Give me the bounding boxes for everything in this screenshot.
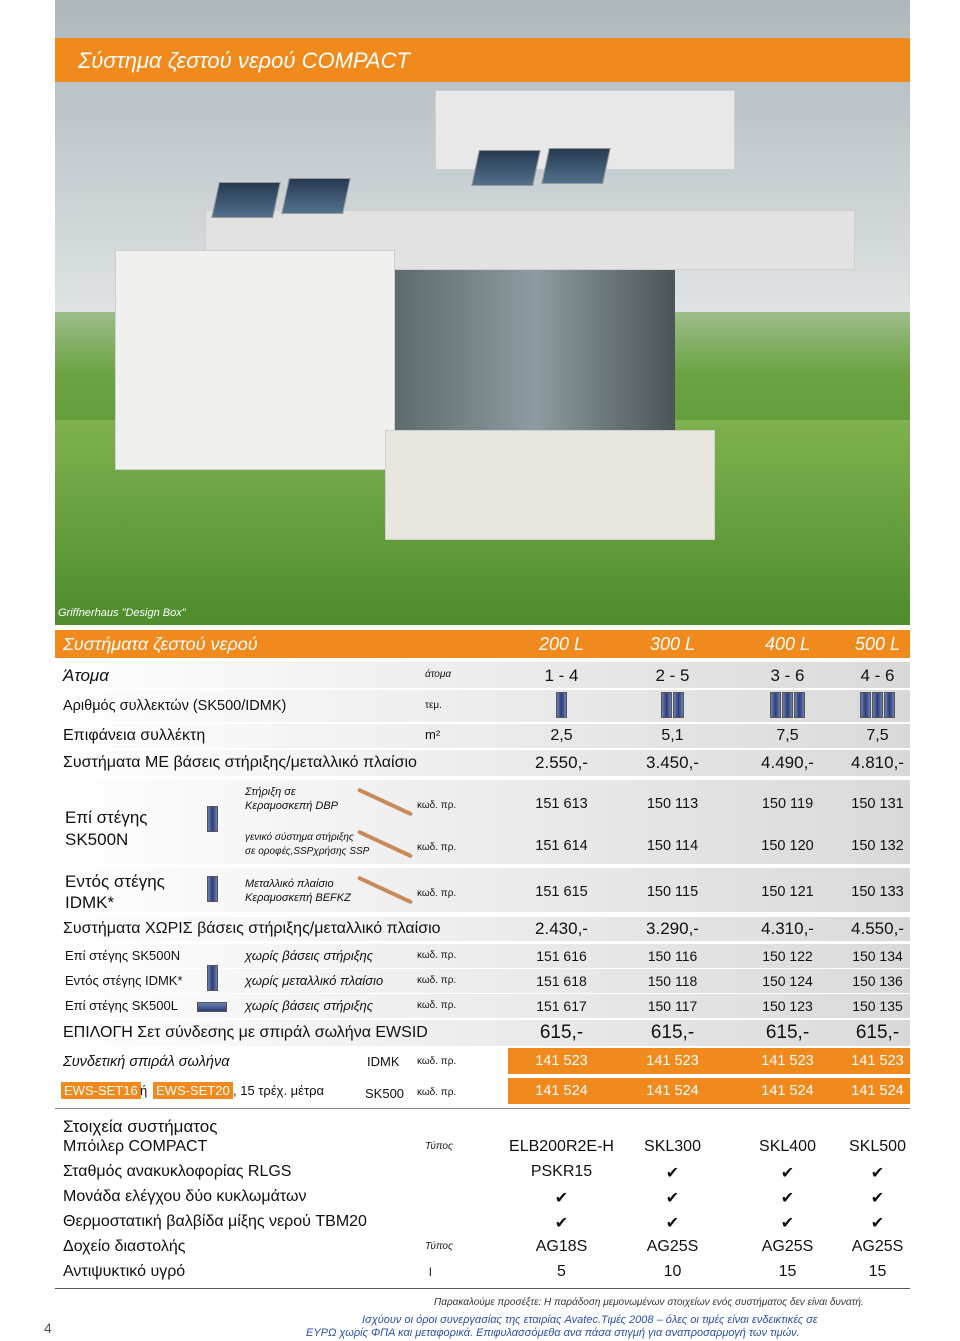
table-header-label: Συστήματα ζεστού νερού: [63, 634, 258, 654]
price: 4.550,-: [851, 919, 904, 938]
cell: ELB200R2E-H: [509, 1138, 614, 1155]
collectors-row: [55, 690, 910, 722]
cell: 2,5: [550, 727, 573, 744]
row-label: Θερμοστατική βαλβίδα μίξης νερού TBM20: [63, 1213, 367, 1230]
spiral-block: [55, 1048, 910, 1110]
cell: AG25S: [851, 1238, 904, 1255]
row-label: Μονάδα ελέγχου δύο κυκλωμάτων: [63, 1188, 307, 1205]
check-icon: ✔: [554, 1215, 569, 1232]
without-frame-row: [55, 917, 910, 941]
cell: 1 - 4: [544, 666, 579, 685]
price: 615,-: [650, 1022, 695, 1043]
cell: 150 123: [762, 998, 813, 1014]
mount-icon: [357, 876, 413, 905]
desc: σε οροφές,SSPχρήσης SSP: [245, 846, 370, 857]
cell: Επί στέγης SK500N: [65, 948, 181, 963]
row-label: Μπόιλερ COMPACT: [63, 1138, 208, 1155]
price: 4.490,-: [761, 753, 814, 772]
set-badge: EWS-SET20: [153, 1082, 233, 1099]
desc: Μεταλλικό πλαίσιο: [245, 878, 334, 890]
or-label: ή: [140, 1083, 148, 1098]
cell: 150 113: [646, 796, 699, 812]
solar-panel: [211, 182, 281, 218]
code-label: κωδ. πρ.: [417, 1087, 457, 1098]
collector-icon-horizontal: [197, 1002, 227, 1012]
code-label: κωδ. πρ.: [417, 1000, 457, 1011]
unit: άτομα: [425, 669, 452, 680]
row-label: Δοχείο διαστολής: [63, 1238, 186, 1255]
area-row: [55, 724, 910, 748]
cell: 4 - 6: [860, 666, 895, 685]
check-icon: ✔: [665, 1165, 680, 1182]
cell: 2 - 5: [655, 666, 690, 685]
mount-icon: [357, 788, 413, 817]
cell: Εντός στέγης IDMK*: [65, 973, 183, 988]
collector-icons-3b: [845, 692, 910, 722]
check-icon: ✔: [665, 1190, 680, 1207]
price: 3.290,-: [646, 919, 699, 938]
row-label: Αριθμός συλλεκτών (SK500/IDMK): [63, 698, 287, 714]
cell: 3 - 6: [770, 666, 805, 685]
row-label: Επιφάνεια συλλέκτη: [63, 727, 206, 744]
check-icon: ✔: [780, 1165, 795, 1182]
row-label: Συνδετική σπιράλ σωλήνα: [63, 1054, 230, 1070]
price: 2.430,-: [535, 919, 588, 938]
cell: 141 523: [730, 1048, 845, 1074]
check-icon: ✔: [665, 1215, 680, 1232]
cell: 150 136: [852, 973, 903, 989]
cell: 141 524: [508, 1078, 615, 1104]
solar-panel: [471, 150, 541, 186]
check-icon: ✔: [780, 1190, 795, 1207]
solar-panel: [541, 148, 611, 184]
unit: Τύπος: [425, 1141, 453, 1152]
type: IDMK: [367, 1054, 400, 1069]
collector-icon: [207, 876, 219, 906]
cell: 5: [557, 1263, 566, 1280]
collector-icons-2: [615, 692, 730, 722]
page-number: 4: [44, 1320, 52, 1336]
cell: 141 524: [845, 1078, 910, 1104]
divider: [55, 1288, 910, 1289]
cell: 150 134: [852, 948, 903, 964]
cell: AG25S: [646, 1238, 699, 1255]
code-label: κωδ. πρ.: [417, 975, 457, 986]
row-label: Σταθμός ανακυκλοφορίας RLGS: [63, 1163, 292, 1180]
price: 4.310,-: [761, 919, 814, 938]
page-title: Σύστημα ζεστού νερού COMPACT: [78, 48, 410, 73]
volume-300: 300 L: [649, 634, 696, 654]
check-icon: ✔: [870, 1190, 885, 1207]
section-title: Στοιχεία συστήματος: [63, 1117, 218, 1136]
desc: Κεραμοσκεπή BEFKZ: [245, 892, 351, 904]
collector-icons-3: [730, 692, 845, 722]
price: 2.550,-: [535, 753, 588, 772]
unit: τεμ.: [425, 700, 442, 711]
cell: 150 117: [647, 998, 698, 1014]
cell: 151 614: [535, 838, 588, 854]
cell: 7,5: [866, 727, 889, 744]
cell: SKL300: [644, 1138, 701, 1155]
type: SK500: [365, 1086, 405, 1101]
cell: 151 615: [535, 884, 588, 900]
row-label: Άτομα: [63, 666, 109, 685]
components-header: [55, 1108, 910, 1142]
cell: 150 121: [761, 884, 814, 900]
cell: 10: [663, 1263, 682, 1280]
cell: 141 524: [730, 1078, 845, 1104]
option-row: [55, 1020, 910, 1046]
footer-note: Παρακαλούμε προσέξτε: Η παράδοση μεμονωμένων στοιχείων ενός συστήματος δεν είναι δυνατή.: [434, 1297, 864, 1308]
price: 615,-: [855, 1022, 900, 1043]
price: 615,-: [765, 1022, 810, 1043]
code-label: κωδ. πρ.: [417, 950, 457, 961]
cell: 150 131: [851, 796, 904, 812]
on-roof-block: [55, 780, 910, 864]
table-header-row: [55, 630, 910, 658]
check-icon: ✔: [554, 1190, 569, 1207]
cell: 150 124: [762, 973, 813, 989]
cell: 151 618: [536, 973, 587, 989]
title-banner: [55, 38, 910, 82]
collector-icons-1: [508, 692, 615, 722]
collector-icon: [207, 806, 219, 836]
cell: 150 122: [762, 948, 813, 964]
cell: 141 523: [508, 1048, 615, 1074]
code-label: κωδ. πρ.: [417, 842, 457, 853]
cell: Επί στέγης SK500L: [65, 998, 178, 1013]
cell: 141 523: [615, 1048, 730, 1074]
cell: 150 120: [761, 838, 814, 854]
cell: 150 135: [852, 998, 903, 1014]
code-label: κωδ. πρ.: [417, 800, 457, 811]
set-badge: EWS-SET16: [61, 1082, 141, 1099]
row-label: ΕΠΙΛΟΓΗ Σετ σύνδεσης με σπιράλ σωλήνα EWSID: [63, 1024, 428, 1041]
row-label: Αντιψυκτικό υγρό: [63, 1263, 186, 1280]
cell: 150 132: [851, 838, 904, 854]
collector-icon: [207, 965, 219, 994]
row-label: SK500N: [65, 830, 129, 849]
volume-500: 500 L: [854, 634, 901, 654]
cell: 150 119: [761, 796, 814, 812]
cell: 5,1: [661, 727, 684, 744]
table-row: [55, 944, 910, 968]
row-label: Συστήματα ΜΕ βάσεις στήριξης/μεταλλικό πλαίσιο: [63, 754, 417, 771]
cell: PSKR15: [530, 1163, 593, 1180]
cell: 150 114: [646, 838, 699, 854]
with-frame-row: [55, 750, 910, 776]
table-row: [55, 994, 910, 1018]
desc: Κεραμοσκεπή DBP: [245, 800, 339, 812]
cell: AG25S: [761, 1238, 814, 1255]
footer-line-2: ΕΥΡΩ χωρίς ΦΠΑ και μεταφορικά. Επιφυλασσόμεθα ανα πάσα στιγμή για αναπροσαρμογή των τιμών.: [306, 1327, 800, 1339]
solar-panel: [281, 178, 351, 214]
cell: SKL500: [849, 1138, 906, 1155]
desc: , 15 τρέχ. μέτρα: [233, 1083, 324, 1098]
row-label: Εντός στέγης: [65, 872, 165, 891]
check-icon: ✔: [780, 1215, 795, 1232]
code-label: κωδ. πρ.: [417, 888, 457, 899]
components-list: [55, 1138, 910, 1288]
footer-line-1: Ισχύουν οι όροι συνεργασίας της εταιρίας Avatec.Τιμές 2008 – όλες οι τιμές είναι ενδεικτικές σε: [362, 1314, 818, 1326]
in-roof-row: [55, 868, 910, 912]
unit: l: [429, 1265, 432, 1279]
cell: χωρίς βάσεις στήριξης: [245, 948, 374, 963]
desc: γενικό σύστημα στήριξης: [245, 832, 354, 843]
building-block-left: [115, 250, 395, 470]
cell: 150 133: [851, 884, 904, 900]
volume-400: 400 L: [764, 634, 811, 654]
cell: 7,5: [776, 727, 799, 744]
price: 3.450,-: [646, 753, 699, 772]
code-label: κωδ. πρ.: [417, 1056, 457, 1067]
cell: 141 524: [615, 1078, 730, 1104]
cell: 151 617: [536, 998, 587, 1014]
price: 615,-: [539, 1022, 584, 1043]
cell: 151 616: [536, 948, 587, 964]
desc: Στήριξη σε: [245, 786, 296, 798]
cell: 150 115: [646, 884, 699, 900]
unit: Τύπος: [425, 1241, 453, 1252]
cell: SKL400: [759, 1138, 816, 1155]
cell: χωρίς μεταλλικό πλαίσιο: [245, 973, 384, 988]
house-photo: [55, 0, 910, 625]
volume-200: 200 L: [538, 634, 585, 654]
cell: 150 116: [647, 948, 698, 964]
price: 4.810,-: [851, 753, 904, 772]
cell: 151 613: [535, 796, 588, 812]
row-label: IDMK*: [65, 893, 115, 912]
check-icon: ✔: [870, 1165, 885, 1182]
check-icon: ✔: [870, 1215, 885, 1232]
cell: 141 523: [845, 1048, 910, 1074]
cell: 15: [778, 1263, 797, 1280]
row-label: Επί στέγης: [65, 808, 148, 827]
persons-row: [55, 662, 910, 688]
cell: χωρίς βάσεις στήριξης: [245, 998, 374, 1013]
building-block-lower: [385, 430, 715, 540]
photo-caption: Griffnerhaus "Design Box": [58, 607, 186, 619]
cell: 15: [868, 1263, 887, 1280]
unit: m²: [425, 727, 441, 742]
table-row: [55, 969, 910, 993]
row-label: Συστήματα ΧΩΡΙΣ βάσεις στήριξης/μεταλλικό πλαίσιο: [63, 920, 441, 937]
cell: AG18S: [535, 1238, 588, 1255]
cell: 150 118: [647, 973, 698, 989]
